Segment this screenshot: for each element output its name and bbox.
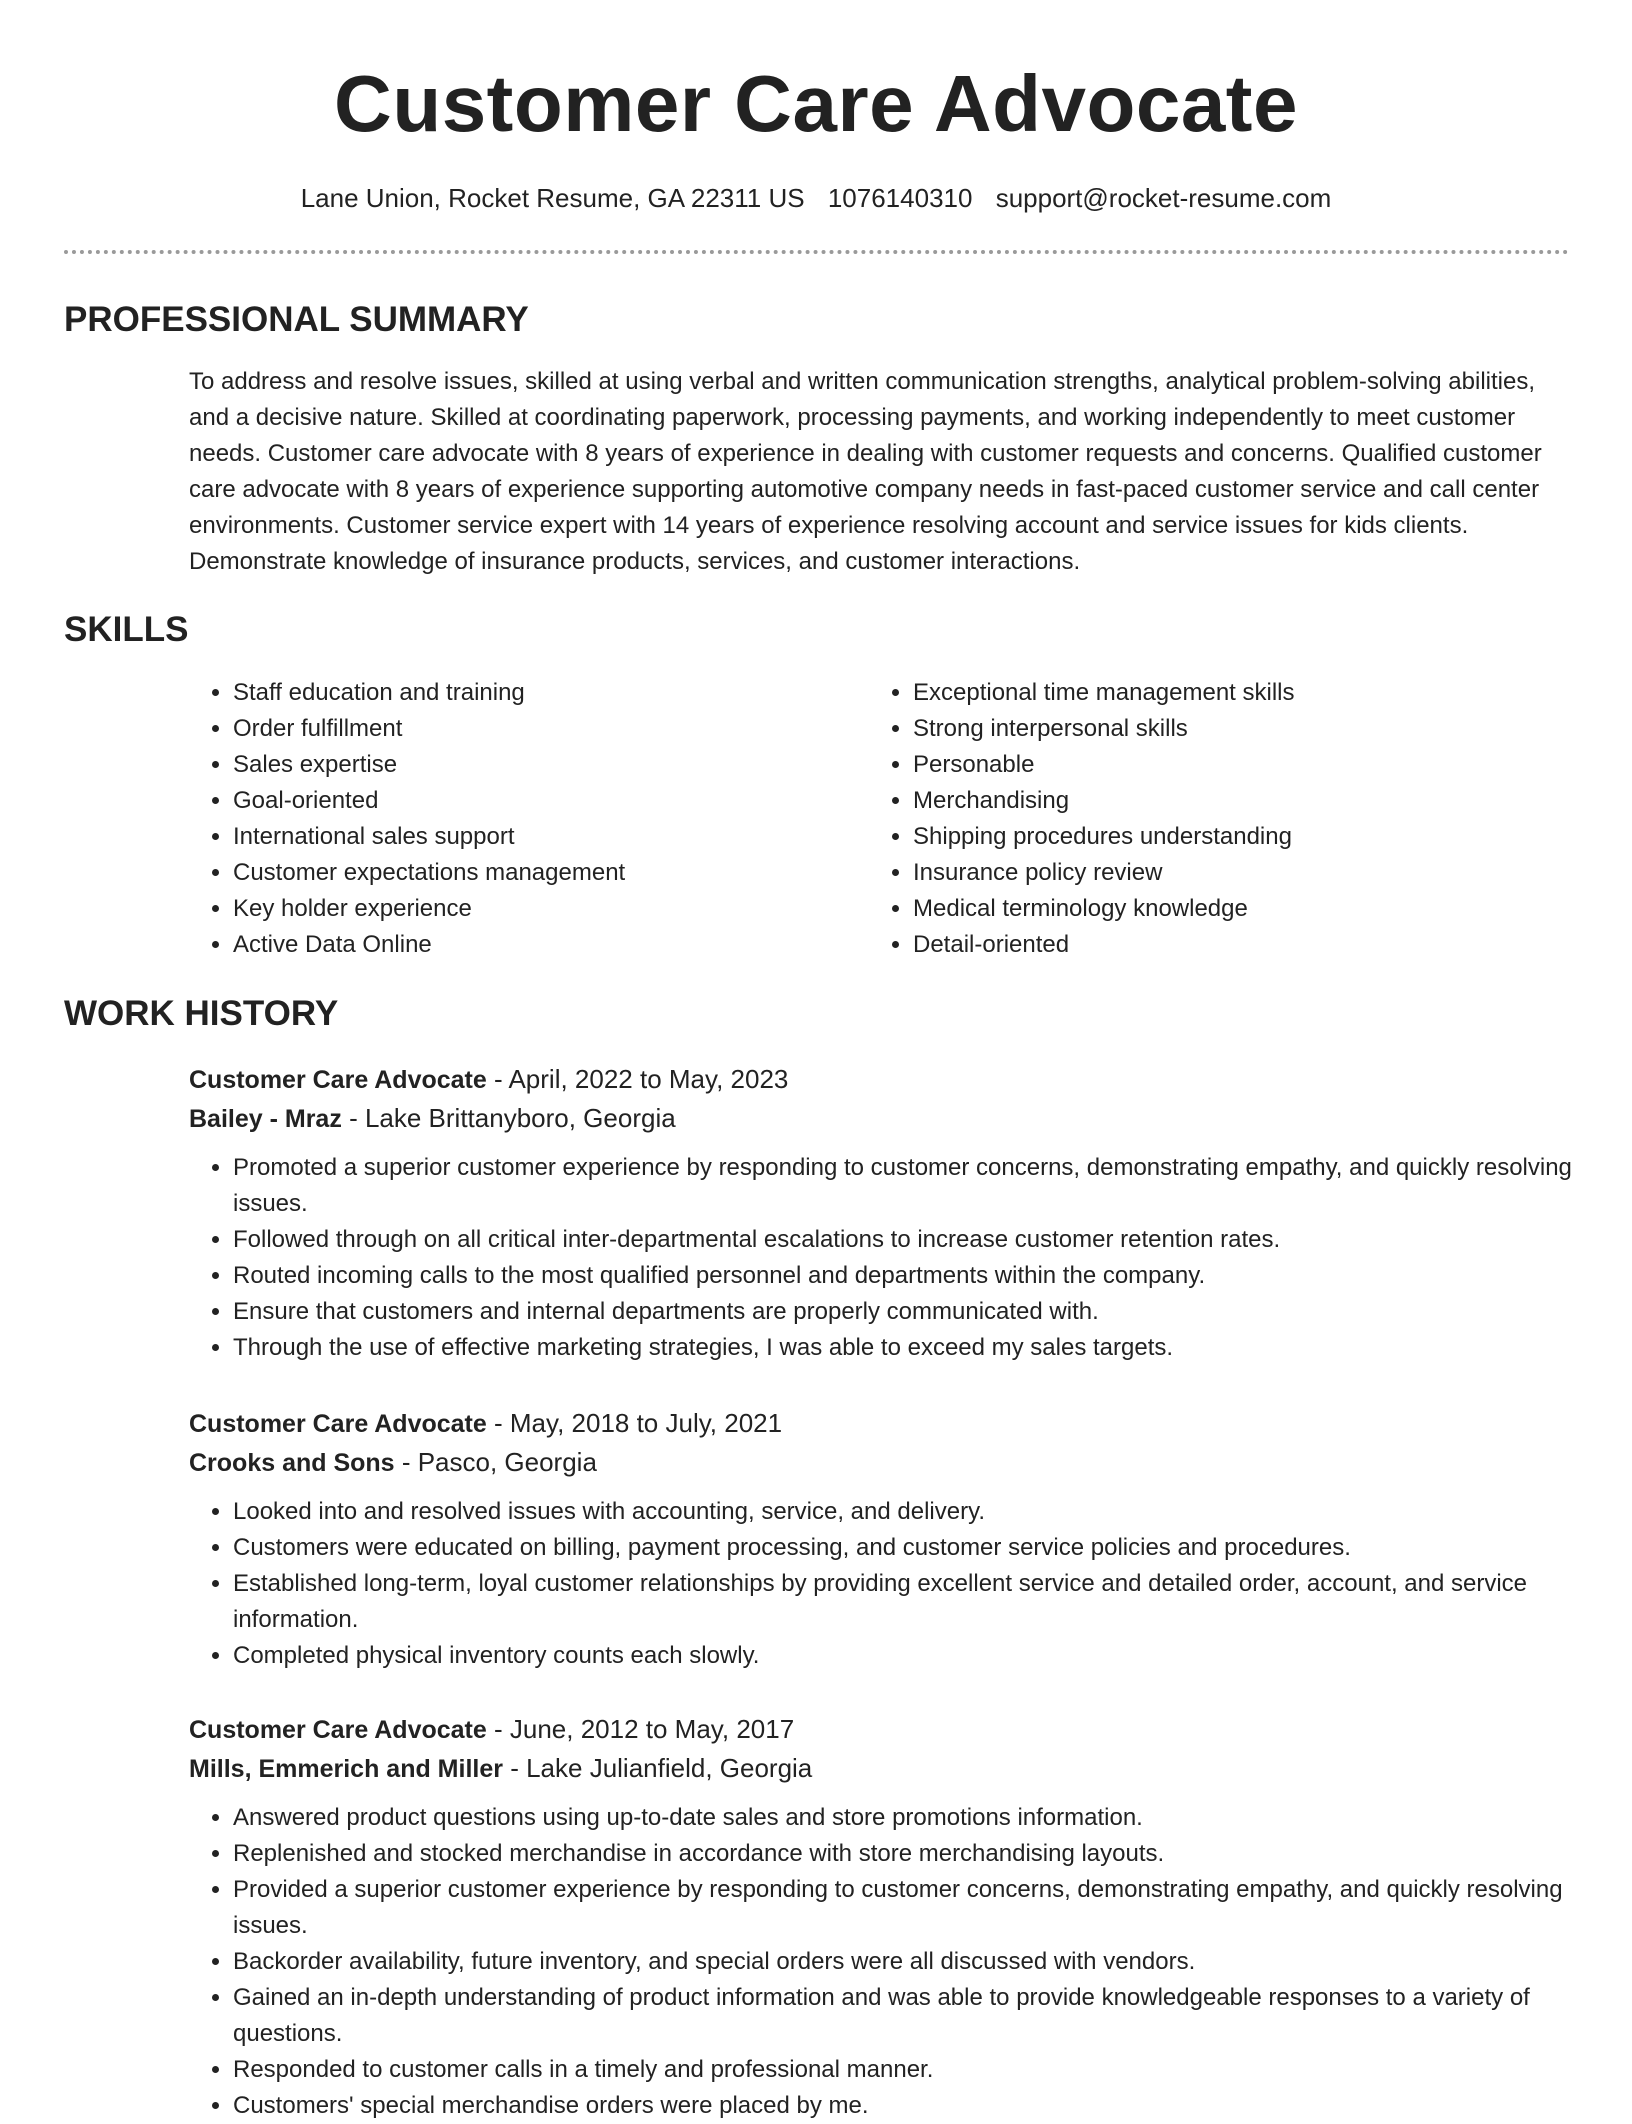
contact-line	[0, 180, 1632, 216]
skill-item: • Sales expertise	[233, 747, 829, 783]
job-company: Bailey - Mraz	[189, 1105, 342, 1133]
job-bullets	[189, 1494, 1618, 1674]
skill-item: • Strong interpersonal skills	[913, 711, 1569, 747]
skill-item: • Order fulfillment	[233, 711, 829, 747]
skill-item: • Goal-oriented	[233, 783, 829, 819]
skills-heading: SKILLS	[64, 610, 189, 649]
job-title-line	[189, 1710, 1574, 1749]
job-bullet: • Followed through on all critical inter-departmental escalations to increase customer retention rates.	[233, 1222, 1618, 1258]
skill-item: • Insurance policy review	[913, 855, 1569, 891]
skill-item: • International sales support	[233, 819, 829, 855]
job-location: - Lake Brittanyboro, Georgia	[341, 1103, 676, 1133]
job-bullet: • Backorder availability, future inventory, and special orders were all discussed with vendors.	[233, 1944, 1618, 1980]
job-entry	[189, 1404, 1574, 1674]
skills-list-right	[869, 675, 1569, 963]
job-bullet: • Looked into and resolved issues with accounting, service, and delivery.	[233, 1494, 1618, 1530]
job-dates: - April, 2022 to May, 2023	[486, 1064, 789, 1094]
skill-item: • Customer expectations management	[233, 855, 829, 891]
skill-item: • Medical terminology knowledge	[913, 891, 1569, 927]
skill-item: • Staff education and training	[233, 675, 829, 711]
job-company-line	[189, 1749, 1574, 1788]
job-location: - Pasco, Georgia	[394, 1447, 597, 1477]
skill-item: • Detail-oriented	[913, 927, 1569, 963]
job-entry	[189, 1060, 1574, 1366]
job-bullet: • Customers were educated on billing, payment processing, and customer service policies and procedures.	[233, 1530, 1618, 1566]
skills-column-left	[189, 675, 829, 963]
job-bullet: • Ensure that customers and internal departments are properly communicated with.	[233, 1294, 1618, 1330]
job-bullet: • Answered product questions using up-to-date sales and store promotions information.	[233, 1800, 1618, 1836]
skill-item: • Active Data Online	[233, 927, 829, 963]
job-company: Mills, Emmerich and Miller	[189, 1755, 503, 1783]
header-divider	[64, 250, 1569, 254]
skill-item: • Personable	[913, 747, 1569, 783]
skills-list-left	[189, 675, 829, 963]
skills-column-right	[869, 675, 1569, 963]
job-bullet: • Established long-term, loyal customer relationships by providing excellent service and detailed order, account, and service information.	[233, 1566, 1618, 1638]
job-title-line	[189, 1404, 1574, 1443]
job-role: Customer Care Advocate	[189, 1716, 487, 1744]
job-role: Customer Care Advocate	[189, 1410, 487, 1438]
job-bullet: • Through the use of effective marketing strategies, I was able to exceed my sales targets.	[233, 1330, 1618, 1366]
skill-item: • Key holder experience	[233, 891, 829, 927]
summary-heading: PROFESSIONAL SUMMARY	[64, 300, 529, 339]
skill-item: • Merchandising	[913, 783, 1569, 819]
job-bullet: • Replenished and stocked merchandise in accordance with store merchandising layouts.	[233, 1836, 1618, 1872]
job-bullet: • Completed physical inventory counts each slowly.	[233, 1638, 1618, 1674]
job-bullets	[189, 1150, 1618, 1366]
job-company: Crooks and Sons	[189, 1449, 395, 1477]
job-bullets	[189, 1800, 1618, 2124]
skill-item: • Exceptional time management skills	[913, 675, 1569, 711]
summary-text: To address and resolve issues, skilled at using verbal and written communication strengths, analytical problem-solving abilities, and a decisive nature. Skilled at coordinating paperwork, processing payments, and working independently to meet customer needs. Customer care advocate with 8 years of experience in dealing with customer requests and concerns. Qualified customer care advocate with 8 years of experience supporting automotive company needs in fast-paced customer service and call center environments. Customer service expert with 14 years of experience resolving account and service issues for kids clients. Demonstrate knowledge of insurance products, services, and customer interactions.	[189, 368, 1542, 575]
contact-phone: 1076140310	[827, 183, 973, 213]
job-location: - Lake Julianfield, Georgia	[502, 1753, 813, 1783]
job-company-line	[189, 1099, 1574, 1138]
contact-address: Lane Union, Rocket Resume, GA 22311 US	[300, 183, 805, 213]
job-dates: - May, 2018 to July, 2021	[486, 1408, 783, 1438]
job-bullet: • Responded to customer calls in a timely and professional manner.	[233, 2052, 1618, 2088]
job-company-line	[189, 1443, 1574, 1482]
job-bullet: • Provided a superior customer experience by responding to customer concerns, demonstrating empathy, and quickly resolving issues.	[233, 1872, 1618, 1944]
job-bullet: • Promoted a superior customer experience by responding to customer concerns, demonstrating empathy, and quickly resolving issues.	[233, 1150, 1618, 1222]
contact-email: support@rocket-resume.com	[995, 183, 1332, 213]
job-role: Customer Care Advocate	[189, 1066, 487, 1094]
job-bullet: • Gained an in-depth understanding of product information and was able to provide knowledgeable responses to a variety of questions.	[233, 1980, 1618, 2052]
work-history-heading: WORK HISTORY	[64, 994, 339, 1033]
resume-name: Customer Care Advocate	[334, 59, 1298, 148]
job-title-line	[189, 1060, 1574, 1099]
job-bullet: • Customers' special merchandise orders were placed by me.	[233, 2088, 1618, 2124]
job-entry	[189, 1710, 1574, 2124]
job-bullet: • Routed incoming calls to the most qualified personnel and departments within the company.	[233, 1258, 1618, 1294]
job-dates: - June, 2012 to May, 2017	[486, 1714, 795, 1744]
skill-item: • Shipping procedures understanding	[913, 819, 1569, 855]
